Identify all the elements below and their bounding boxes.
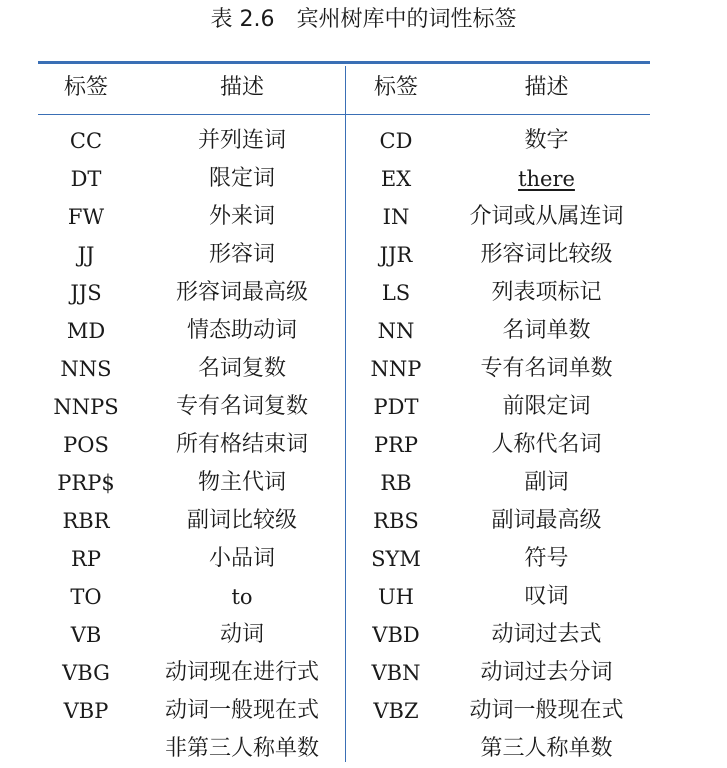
description-cell: 副词比较级 xyxy=(186,508,297,533)
table-row xyxy=(38,274,650,312)
description-cell: 专有名词单数 xyxy=(480,356,613,381)
header-desc-right: 描述 xyxy=(524,75,569,100)
tag-cell: FW xyxy=(67,205,105,229)
table-caption xyxy=(0,2,727,33)
tag-cell: TO xyxy=(70,585,102,609)
table-row xyxy=(38,388,650,426)
table-row xyxy=(38,730,650,768)
tag-cell: IN xyxy=(382,205,410,229)
description-cell: 动词现在进行式 xyxy=(164,660,319,685)
description-cell: 第三人称单数 xyxy=(480,736,613,761)
description-cell: 动词一般现在式 xyxy=(469,698,624,723)
description-cell: 动词过去分词 xyxy=(480,660,613,685)
table-row xyxy=(38,160,650,198)
description-cell: 小品词 xyxy=(208,546,275,571)
description-cell: 数字 xyxy=(524,128,569,153)
description-cell: 非第三人称单数 xyxy=(164,736,319,761)
description-cell: 专有名词复数 xyxy=(175,394,308,419)
tag-cell: PRP xyxy=(373,433,419,457)
tag-cell: UH xyxy=(377,585,414,609)
tag-cell: CC xyxy=(69,129,103,153)
tag-cell: MD xyxy=(66,319,106,343)
table-body xyxy=(38,122,650,768)
table-number: 表 2.6 xyxy=(210,7,275,32)
tag-cell: VBZ xyxy=(373,699,419,723)
tag-cell: NN xyxy=(377,319,415,343)
table-row xyxy=(38,122,650,160)
description-cell: 副词最高级 xyxy=(491,508,602,533)
description-cell: 物主代词 xyxy=(197,470,286,495)
table-row xyxy=(38,692,650,730)
tag-cell: RP xyxy=(71,547,101,571)
tag-cell: SYM xyxy=(371,547,421,571)
table-row xyxy=(38,540,650,578)
description-cell: 外来词 xyxy=(208,204,275,229)
tag-cell: PRP$ xyxy=(57,471,115,495)
header-tag-right: 标签 xyxy=(373,75,418,100)
tag-cell: VBN xyxy=(371,661,421,685)
description-cell: 动词一般现在式 xyxy=(164,698,319,723)
table-row xyxy=(38,426,650,464)
tag-cell: NNP xyxy=(370,357,422,381)
tag-cell: RBS xyxy=(373,509,419,533)
description-cell: 形容词比较级 xyxy=(480,242,613,267)
tag-cell: LS xyxy=(381,281,411,305)
table-row xyxy=(38,616,650,654)
description-cell: 前限定词 xyxy=(502,394,591,419)
description-cell: 限定词 xyxy=(208,166,275,191)
table-top-rule xyxy=(38,61,650,64)
description-cell: 符号 xyxy=(524,546,569,571)
description-cell: 所有格结束词 xyxy=(175,432,308,457)
tag-cell: VB xyxy=(70,623,102,647)
tag-cell: DT xyxy=(70,167,102,191)
tag-cell: VBD xyxy=(372,623,420,647)
description-cell: 副词 xyxy=(524,470,569,495)
description-cell: 叹词 xyxy=(524,584,569,609)
tag-cell: RBR xyxy=(62,509,110,533)
description-cell: 并列连词 xyxy=(197,128,286,153)
table-row xyxy=(38,578,650,616)
table-row xyxy=(38,312,650,350)
tag-cell: JJR xyxy=(379,243,413,267)
description-cell: there xyxy=(518,167,575,191)
tag-cell: JJS xyxy=(70,281,102,305)
tag-cell: POS xyxy=(63,433,109,457)
table-row xyxy=(38,236,650,274)
description-cell: 动词 xyxy=(219,622,264,647)
tag-cell: EX xyxy=(380,167,412,191)
header-desc-left: 描述 xyxy=(219,75,264,100)
table-row xyxy=(38,502,650,540)
tag-cell: NNPS xyxy=(53,395,119,419)
description-cell: 人称代名词 xyxy=(491,432,602,457)
table-row xyxy=(38,198,650,236)
description-cell: 动词过去式 xyxy=(491,622,602,647)
tag-cell: PDT xyxy=(373,395,419,419)
description-cell: 列表项标记 xyxy=(491,280,602,305)
table-row xyxy=(38,464,650,502)
tag-cell: VBP xyxy=(63,699,109,723)
tag-cell: CD xyxy=(379,129,413,153)
description-cell: 名词单数 xyxy=(502,318,591,343)
tag-cell: VBG xyxy=(62,661,110,685)
description-cell: 名词复数 xyxy=(197,356,286,381)
description-cell: 形容词 xyxy=(208,242,275,267)
table-row xyxy=(38,350,650,388)
description-cell: 形容词最高级 xyxy=(175,280,308,305)
table-header-row xyxy=(38,70,650,110)
tag-cell: JJ xyxy=(77,243,95,267)
description-cell: to xyxy=(231,585,253,609)
description-cell: 情态助动词 xyxy=(186,318,297,343)
table-row xyxy=(38,654,650,692)
header-tag-left: 标签 xyxy=(63,75,108,100)
tag-cell: NNS xyxy=(60,357,112,381)
tag-cell: RB xyxy=(380,471,412,495)
table-header-rule xyxy=(38,114,650,115)
table-title: 宾州树库中的词性标签 xyxy=(296,7,517,32)
description-cell: 介词或从属连词 xyxy=(469,204,624,229)
